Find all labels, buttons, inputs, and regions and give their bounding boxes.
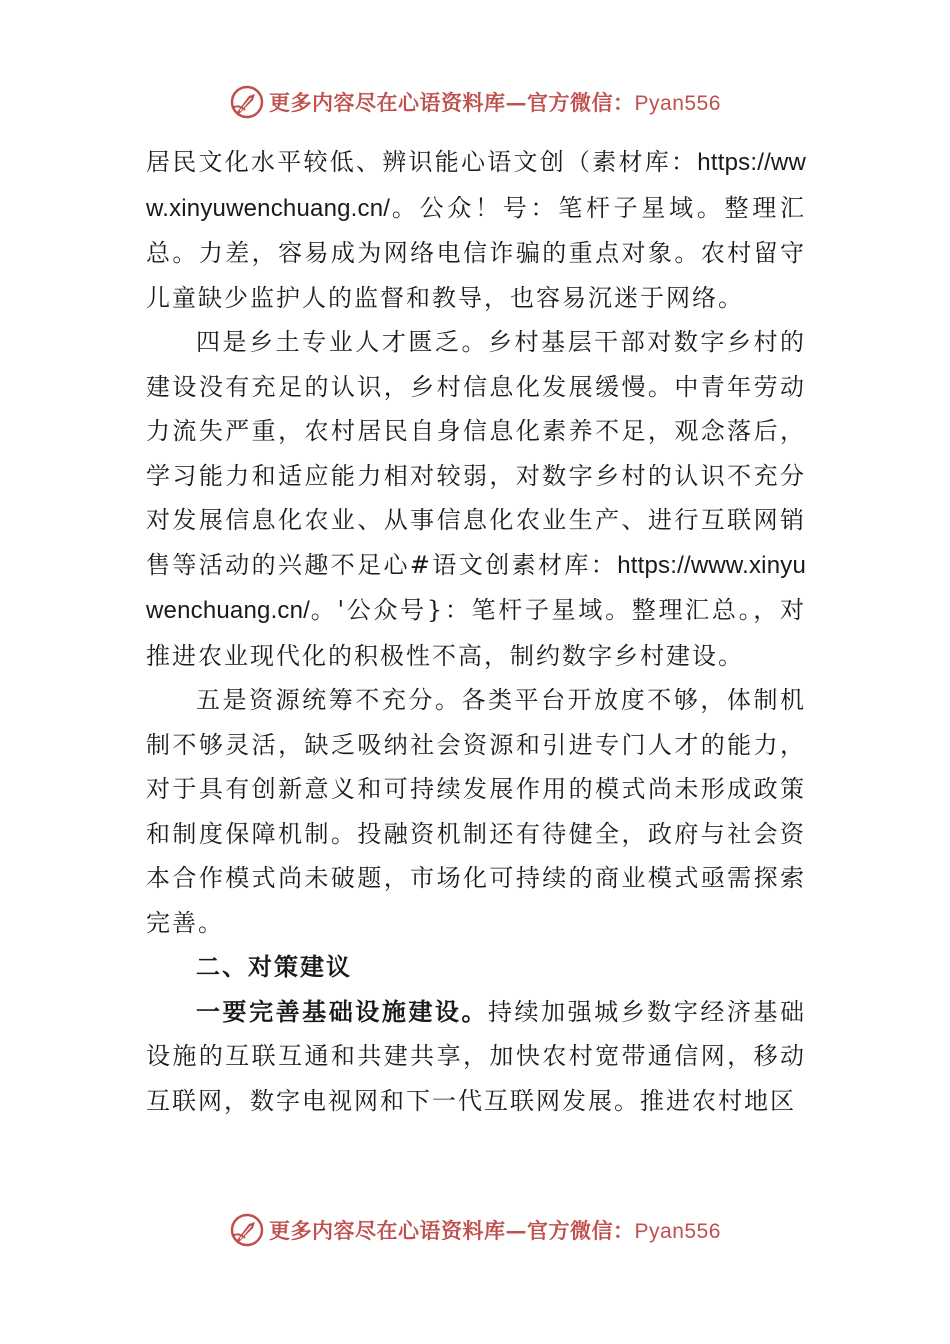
banner-wechat-id: Pyan556 [634,1220,721,1243]
header-banner [0,82,950,122]
url-link: https://www.xinyuwenchuang.cn/ [146,149,806,222]
section-heading: 二、对策建议 [196,953,352,981]
pen-nib-logo-icon [229,1212,265,1248]
paragraph-3: 五是资源统筹不充分。各类平台开放度不够，体制机制不够灵活，缺乏吸纳社会资源和引进专门人才的能力，对于具有创新意义和可持续发展作用的模式尚未形成政策和制度保障机制。投融资机制还有待健全，政府与社会资本合作模式尚未破题，市场化可持续的商业模式亟需探索完善。 [146,686,806,937]
footer-banner [0,1210,950,1250]
banner-text: 更多内容尽在心语资料库—官方微信：Pyan556 [269,90,721,115]
banner-wechat-id: Pyan556 [634,92,721,115]
paragraph-4: 一要完善基础设施建设。持续加强城乡数字经济基础设施的互联互通和共建共享，加快农村宽带通信网，移动互联网，数字电视网和下一代互联网发展。推进农村地区 [146,997,806,1115]
paragraph-1: 居民文化水平较低、辨识能心语文创（素材库：https://www.xinyuwenchuang.cn/。公众！号：笔杆子星域。整理汇总。力差，容易成为网络电信诈骗的重点对象。农村留守儿童缺少监护人的监督和教导，也容易沉迷于网络。 [146,148,806,312]
url-link: https://www.xinyuwenchuang.cn/ [146,551,806,624]
pen-nib-logo-icon [229,84,265,120]
document-body [146,140,806,1123]
paragraph-2: 四是乡土专业人才匮乏。乡村基层干部对数字乡村的建设没有充足的认识，乡村信息化发展缓慢。中青年劳动力流失严重，农村居民自身信息化素养不足，观念落后，学习能力和适应能力相对较弱，对数字乡村的认识不充分对发展信息化农业、从事信息化农业生产、进行互联网销售等活动的兴趣不足心#语文创素材库：https://www.xinyuwenchuang.cn/。'公众号}：笔杆子星域。整理汇总。，对推进农业现代化的积极性不高，制约数字乡村建设。 [146,328,806,670]
paragraph-4-lead: 一要完善基础设施建设。 [196,997,488,1026]
banner-text: 更多内容尽在心语资料库—官方微信：Pyan556 [269,1218,721,1243]
